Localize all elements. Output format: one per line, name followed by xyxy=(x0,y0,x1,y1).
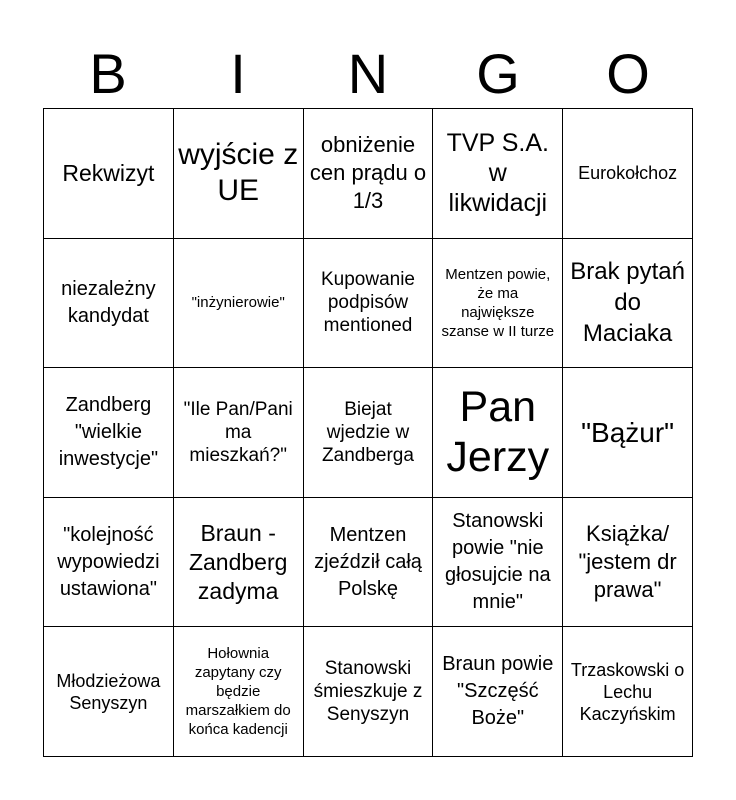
bingo-cell[interactable] xyxy=(433,627,563,757)
bingo-cell[interactable] xyxy=(563,109,693,239)
header-letter-i: I xyxy=(230,42,246,105)
cell-text: Braun powie "Szczęść Boże" xyxy=(442,653,554,730)
bingo-cell[interactable] xyxy=(44,498,174,628)
bingo-cell[interactable] xyxy=(174,627,304,757)
cell-text: Mentzen powie, że ma największe szanse w II turze xyxy=(441,265,555,340)
header-letter-g: G xyxy=(476,42,520,105)
cell-text: Eurokołchoz xyxy=(578,163,678,184)
cell-text: Rekwizyt xyxy=(62,159,155,186)
cell-text: niezależny kandydat xyxy=(61,277,156,327)
bingo-cell[interactable] xyxy=(44,368,174,498)
bingo-header xyxy=(43,40,693,108)
bingo-cell[interactable] xyxy=(304,368,434,498)
bingo-cell[interactable] xyxy=(304,239,434,369)
bingo-board xyxy=(43,108,693,757)
cell-text: Stanowski śmieszkuje z Senyszyn xyxy=(313,658,423,726)
cell-text: "inżynierowie" xyxy=(191,294,285,312)
bingo-cell[interactable] xyxy=(304,627,434,757)
bingo-cell[interactable] xyxy=(174,498,304,628)
bingo-cell[interactable] xyxy=(44,627,174,757)
bingo-cell[interactable] xyxy=(433,239,563,369)
cell-text: Pan Jerzy xyxy=(446,383,550,482)
cell-text: TVP S.A. w likwidacji xyxy=(446,129,549,218)
cell-text: Młodzieżowa Senyszyn xyxy=(56,670,161,713)
cell-text: Braun - Zandberg zadyma xyxy=(188,519,288,604)
bingo-cell[interactable] xyxy=(433,498,563,628)
bingo-cell[interactable] xyxy=(304,109,434,239)
bingo-cell[interactable] xyxy=(174,109,304,239)
header-letter-o: O xyxy=(606,42,650,105)
bingo-cell[interactable] xyxy=(433,109,563,239)
bingo-cell[interactable] xyxy=(174,368,304,498)
bingo-cell[interactable] xyxy=(304,498,434,628)
cell-text: Trzaskowski o Lechu Kaczyńskim xyxy=(570,659,685,724)
header-letter-b: B xyxy=(89,42,127,105)
bingo-cell[interactable] xyxy=(44,239,174,369)
cell-text: "Ile Pan/Pani ma mieszkań?" xyxy=(183,398,293,466)
cell-text: wyjście z UE xyxy=(178,138,299,208)
cell-text: Biejat wjedzie w Zandberga xyxy=(322,398,414,466)
cell-text: Zandberg "wielkie inwestycje" xyxy=(58,393,159,470)
bingo-cell[interactable] xyxy=(174,239,304,369)
bingo-cell[interactable] xyxy=(563,239,693,369)
cell-text: Książka/ "jestem dr prawa" xyxy=(578,521,677,603)
cell-text: Stanowski powie "nie głosujcie na mnie" xyxy=(444,510,551,614)
bingo-cell[interactable] xyxy=(44,109,174,239)
cell-text: Hołownia zapytany czy będzie marszałkiem do końca kadencji xyxy=(185,645,291,739)
cell-text: Kupowanie podpisów mentioned xyxy=(320,269,415,337)
bingo-cell[interactable] xyxy=(563,368,693,498)
cell-text: "Bążur" xyxy=(581,416,675,448)
bingo-cell[interactable] xyxy=(563,498,693,628)
cell-text: obniżenie cen prądu o 1/3 xyxy=(309,132,427,214)
header-letter-n: N xyxy=(347,42,389,105)
cell-text: Brak pytań do Maciaka xyxy=(570,258,685,348)
cell-text: Mentzen zjeździł całą Polskę xyxy=(314,523,422,600)
cell-text: "kolejność wypowiedzi ustawiona" xyxy=(57,523,160,600)
bingo-cell[interactable] xyxy=(563,627,693,757)
bingo-cell[interactable] xyxy=(433,368,563,498)
